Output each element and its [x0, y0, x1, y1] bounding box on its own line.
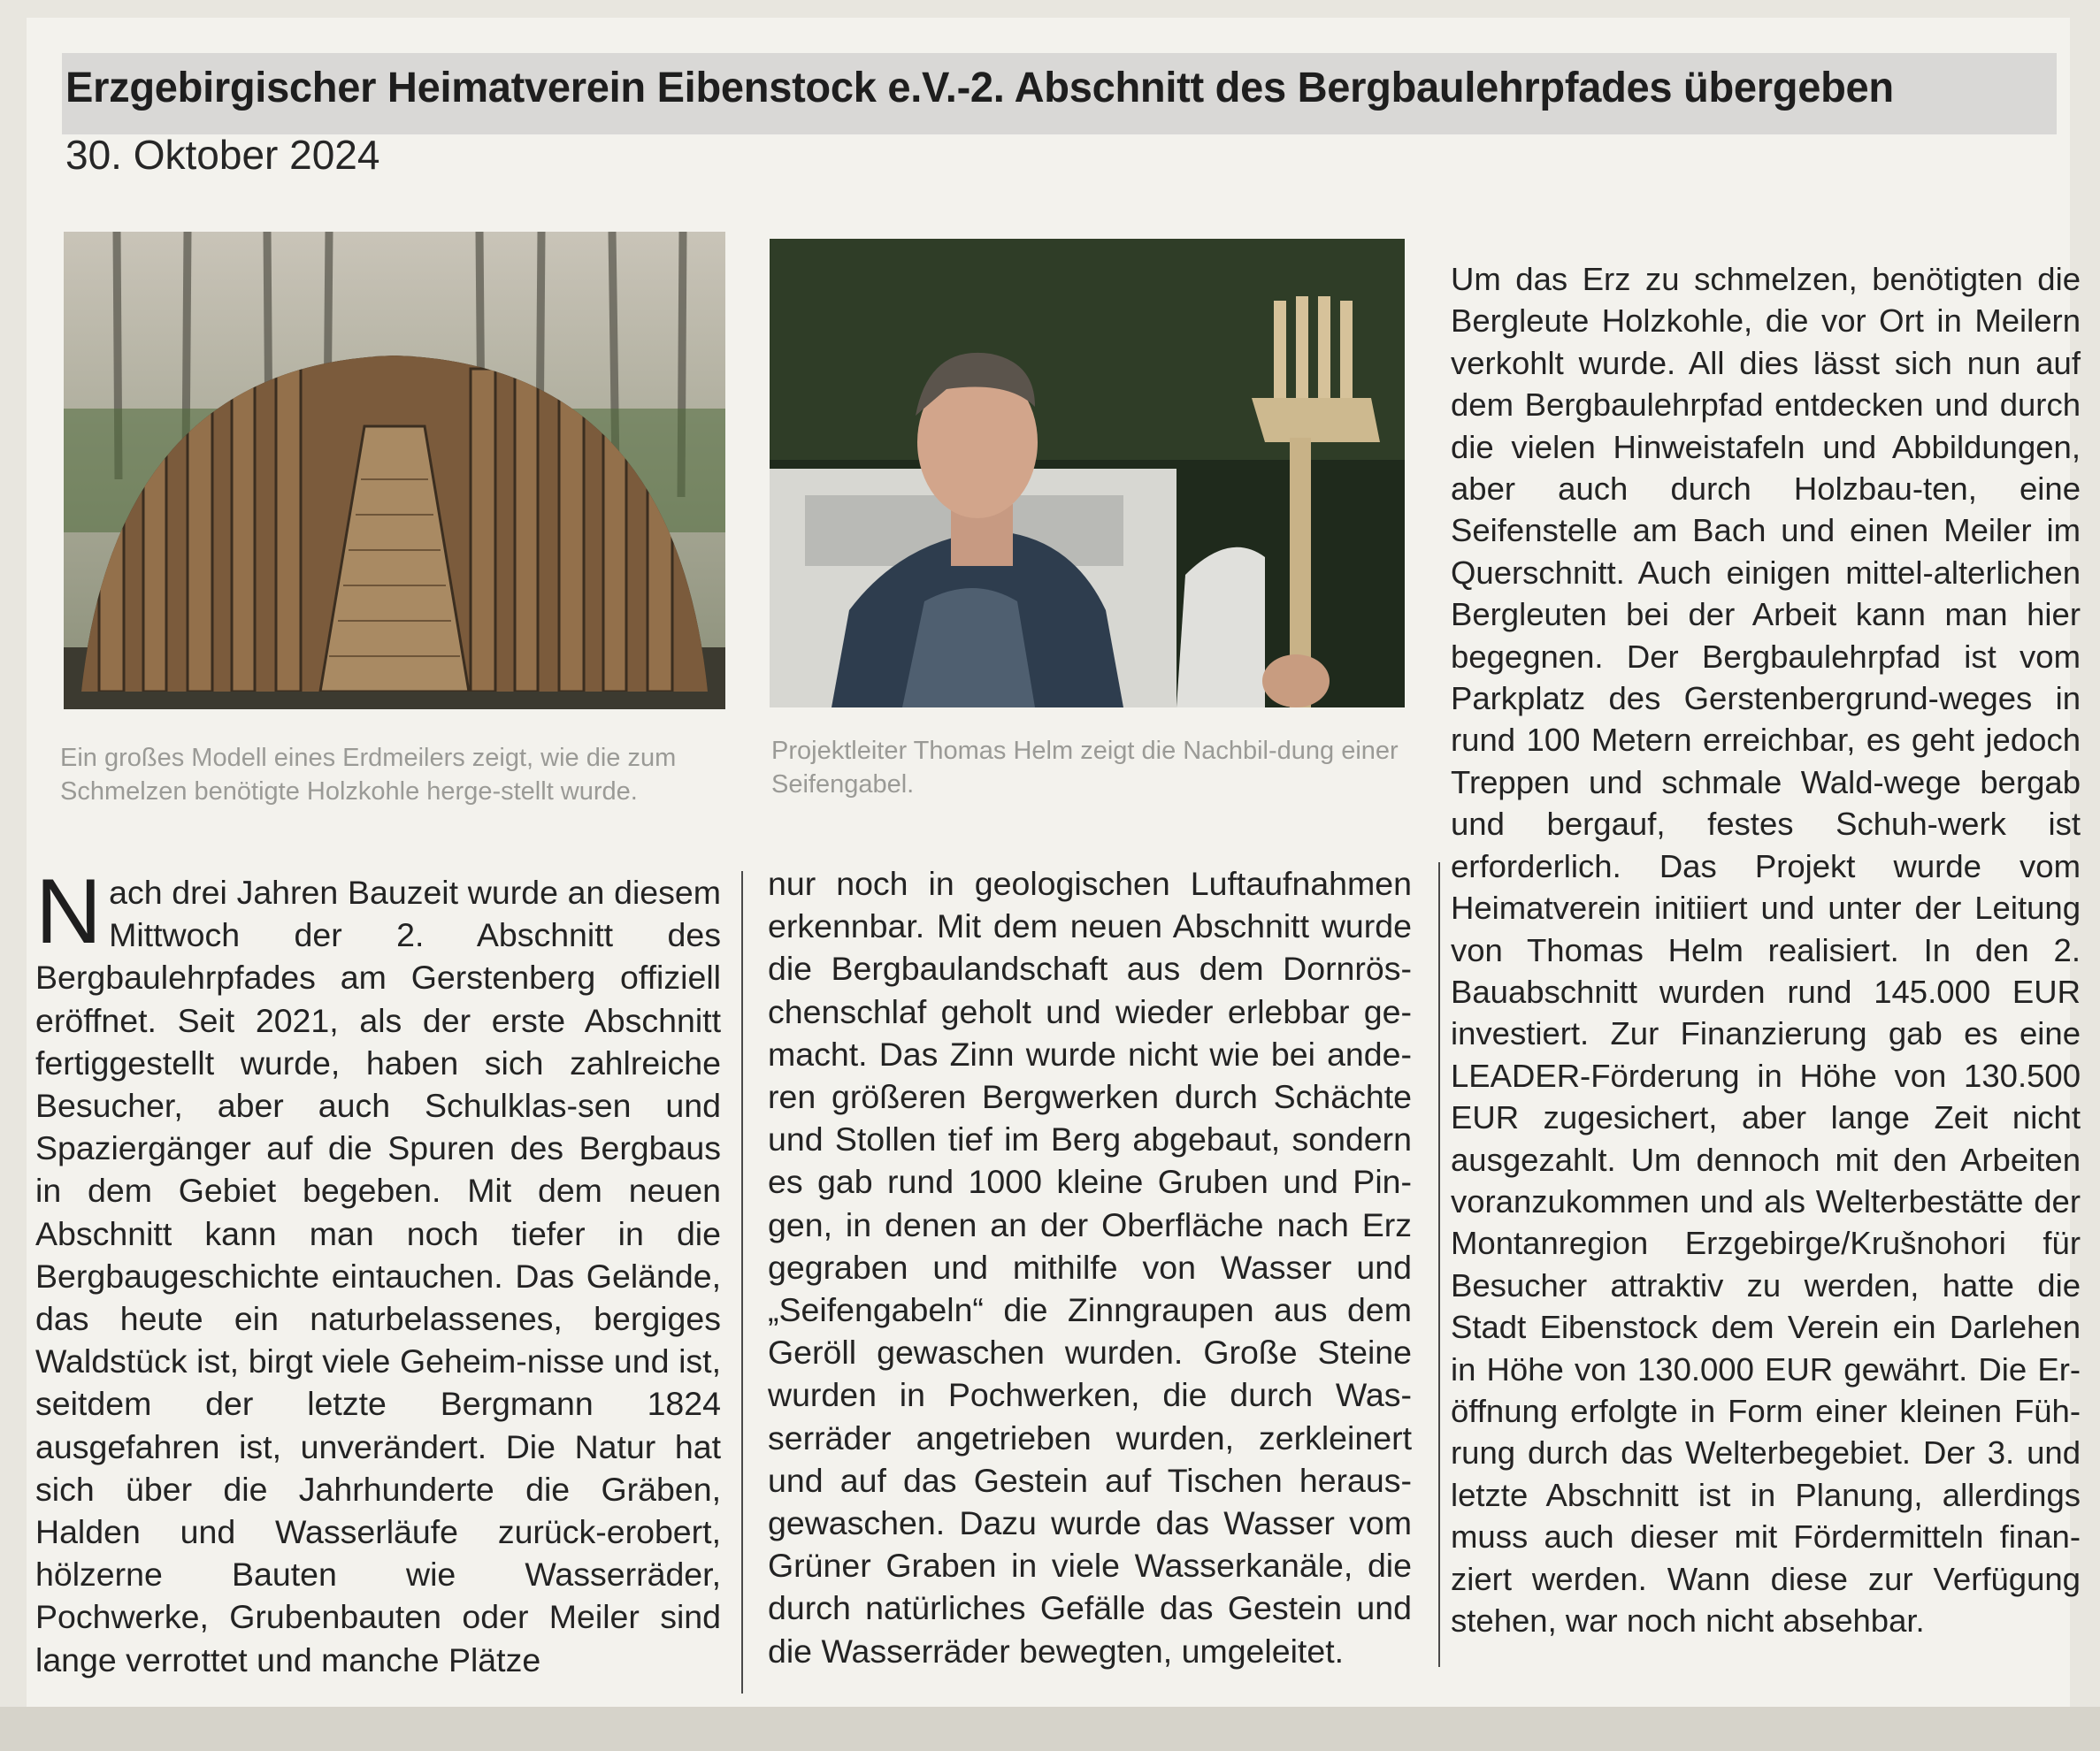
photo-caption-1: Ein großes Modell eines Erdmeilers zeigt, wie die zum Schmelzen benötigte Holzkohle herge-stellt wurde. — [60, 744, 677, 806]
column-divider — [1438, 862, 1440, 1667]
drop-cap: N — [35, 860, 103, 963]
body-text-1: ach drei Jahren Bauzeit wurde an diesem Mittwoch der 2. Abschnitt des Bergbaulehrpfades am Gerstenberg offiziell eröffnet. Seit 2021, als der erste Abschnitt fertiggestellt wurde, haben sich zahlreiche Besucher, aber auch Schulklas-sen und Spaziergänger auf die Spuren des Bergbaus in dem Gebiet begeben. Mit dem neuen Abschnitt kann man noch tiefer in die Bergbaugeschichte eintauchen. Das Gelände, das heute ein naturbelassenes, bergiges Waldstück ist, birgt viele Geheim-nisse und ist, seitdem der letzte Bergmann 1824 ausgefahren ist, unverändert. Die Natur hat sich über die Jahrhunderte die Gräben, Halden und Wasserläufe zurück-erobert, hölzerne Bauten wie Wasserräder, Pochwerke, Grubenbauten oder Meiler sind lange verrottet und manche Plätze — [35, 874, 721, 1678]
photo-caption-2: Projektleiter Thomas Helm zeigt die Nachbil-dung einer Seifengabel. — [771, 737, 1399, 799]
body-column-3: Um das Erz zu schmelzen, benötigten die Bergleute Holzkohle, die vor Ort in Meilern verkohlt wurde. All dies lässt sich nun auf dem Bergbaulehrpfad entdecken und durch die vielen Hinweistafeln und Abbildungen, aber auch durch Holzbau-ten, eine Seifenstelle am Bach und einen Meiler im Querschnitt. Auch einigen mittel-alterlichen Bergleuten bei der Arbeit kann man hier begegnen. Der Bergbaulehrpfad ist vom Parkplatz des Gerstenbergrund-weges in rund 100 Metern erreichbar, es geht jedoch Treppen und schmale Wald-wege bergab und bergauf, festes Schuh-werk ist erforderlich. Das Projekt wurde vom Heimatverein initiiert und unter der Leitung von Thomas Helm realisiert. In den 2. Bauabschnitt wurden rund 145.000 EUR investiert. Zur Finanzierung gab es eine LEADER-Förderung in Höhe von 130.500 EUR zugesichert, aber lange Zeit nicht ausgezahlt. Um dennoch mit den Arbeiten voranzukommen und als Welterbestätte der Montanregion Erzgebirge/Krušnohori für Besucher attraktiv zu werden, hatte die Stadt Eibenstock dem Verein ein Darlehen in Höhe von 130.000 EUR gewährt. Die Er-öffnung erfolgte in Form einer kleinen Füh-rung durch das Welterbegebiet. Der 3. und letzte Abschnitt ist in Planung, allerdings muss auch dieser mit Fördermitteln finan-ziert werden. Wann diese zur Verfügung stehen, war noch nicht absehbar. — [1451, 261, 2081, 1639]
body-column-1 — [35, 860, 721, 1681]
page-edge-shadow — [0, 1707, 2100, 1751]
article-headline: Erzgebirgischer Heimatverein Eibenstock e.V.-2. Abschnitt des Bergbaulehrpfades übergeben — [65, 65, 1894, 111]
project-leader-photo — [770, 239, 1405, 707]
article-date: 30. Oktober 2024 — [65, 132, 380, 178]
charcoal-kiln-photo — [64, 232, 725, 709]
body-column-2: nur noch in geologischen Luftaufnahmen erkennbar. Mit dem neuen Abschnitt wurde die Bergbaulandschaft aus dem Dornrös-chenschlaf geholt und wieder erlebbar ge-macht. Das Zinn wurde nicht wie bei ande-ren größeren Bergwerken durch Schächte und Stollen tief im Berg abgebaut, sondern es gab rund 1000 kleine Gruben und Pin-gen, in denen an der Oberfläche nach Erz gegraben und mithilfe von Wasser und „Seifengabeln“ die Zinngraupen aus dem Geröll gewaschen wurden. Große Steine wurden in Pochwerken, die durch Was-serräder angetrieben wurden, zerkleinert und auf das Gestein auf Tischen heraus-gewaschen. Dazu wurde das Wasser vom Grüner Graben in viele Wasserkanäle, die durch natürliches Gefälle das Gestein und die Wasserräder bewegten, umgeleitet. — [768, 865, 1412, 1670]
column-divider — [741, 871, 743, 1694]
